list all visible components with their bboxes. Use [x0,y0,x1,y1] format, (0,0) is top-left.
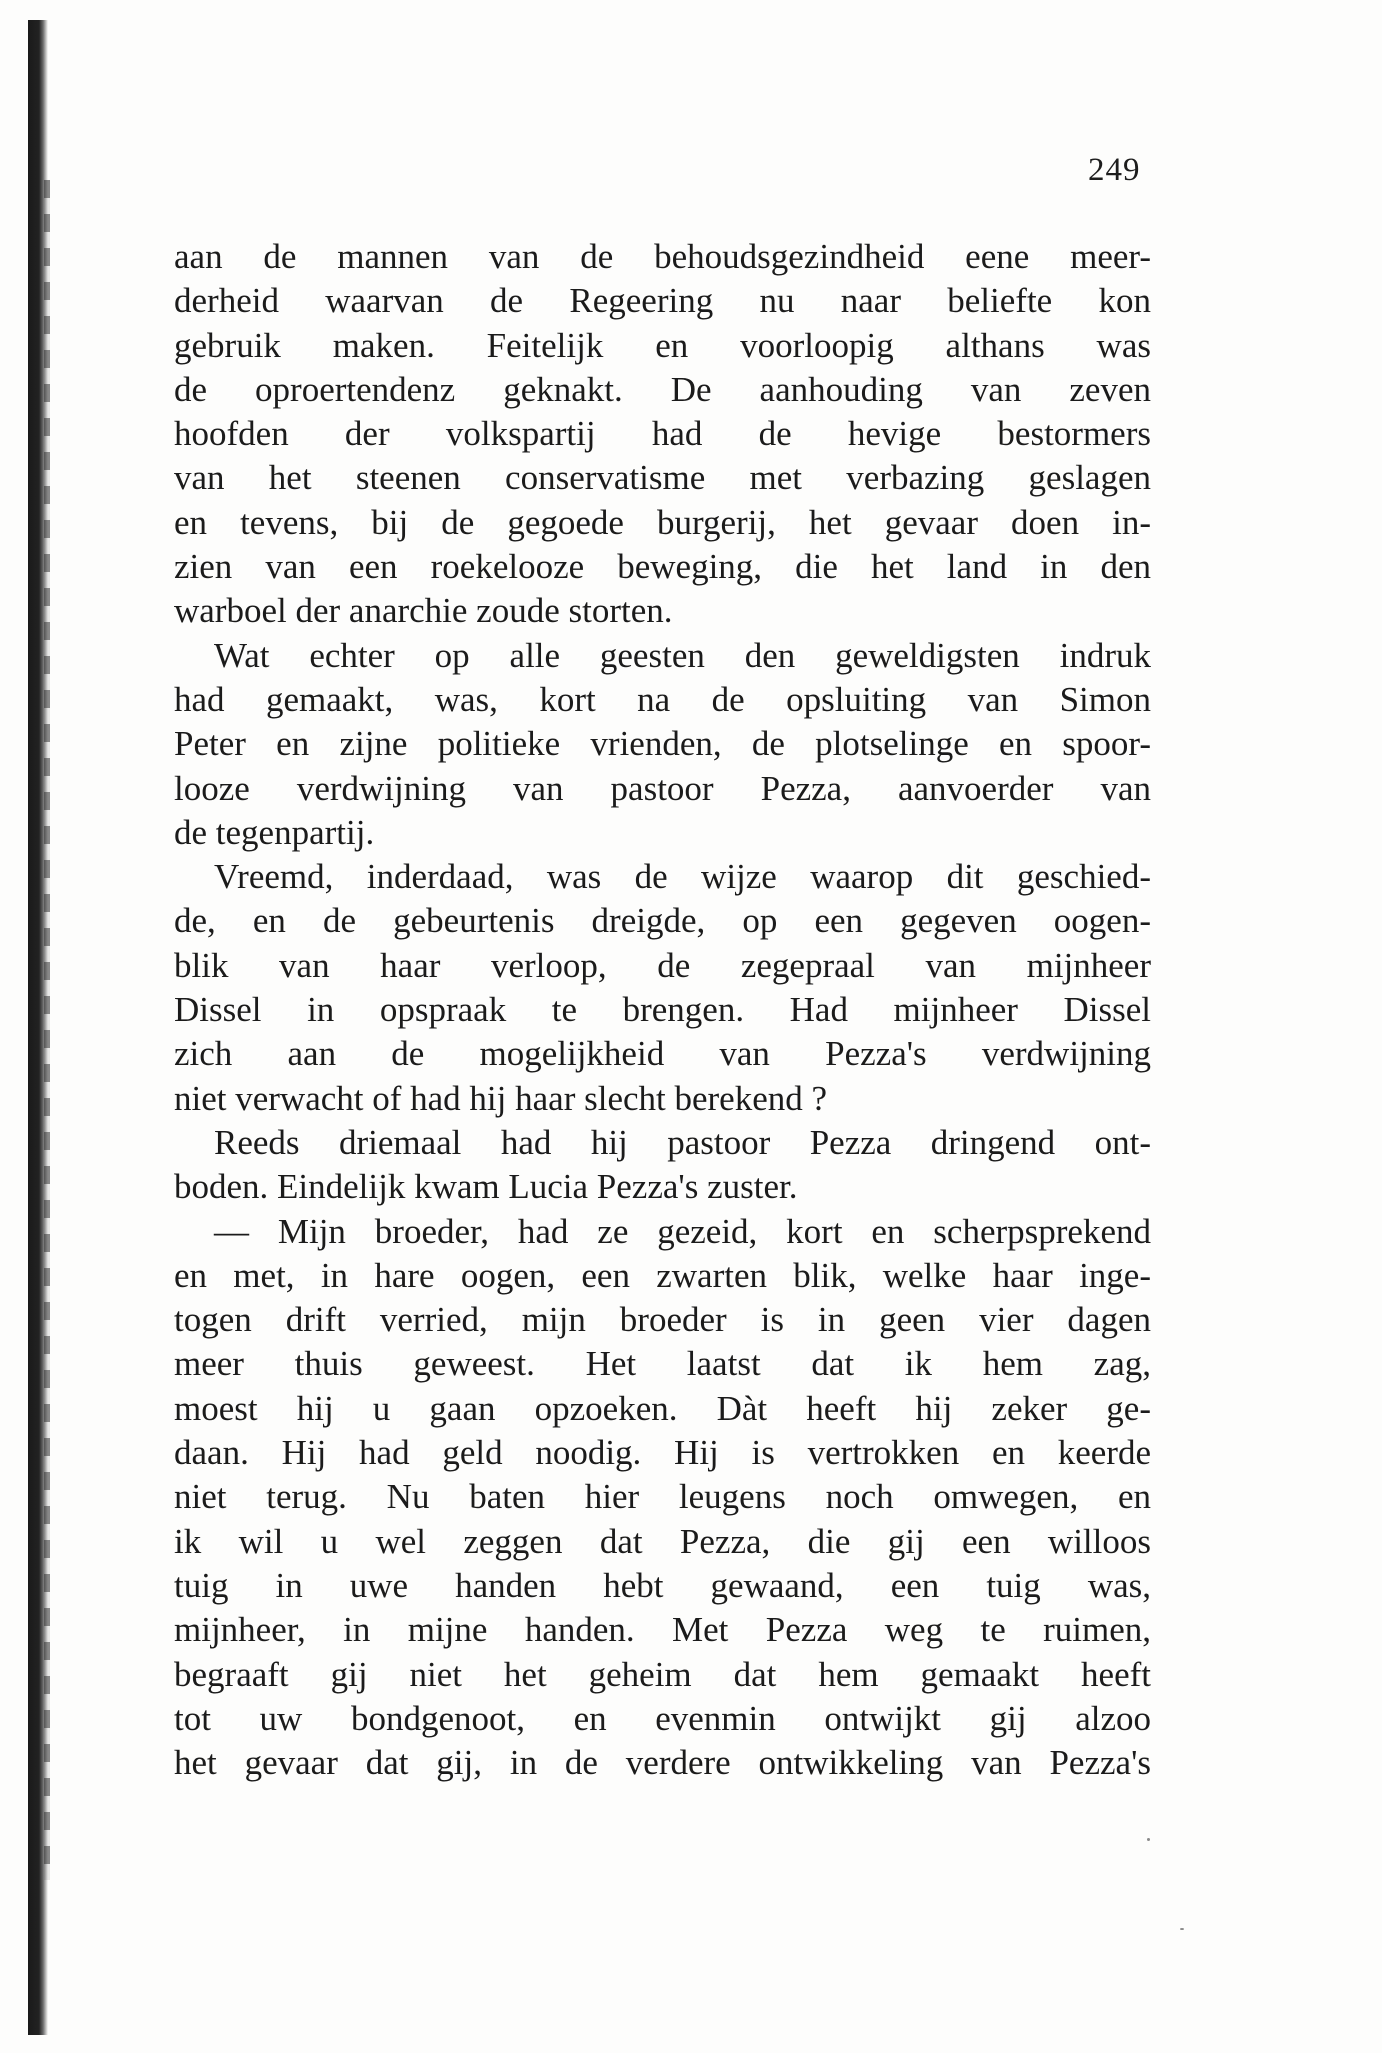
text-line: daan. Hij had geld noodig. Hij is vertrokken en keerde [174,1433,1151,1473]
text-line: — Mijn broeder, had ze gezeid, kort en scherpsprekend [214,1211,1151,1251]
text-line: boden. Eindelijk kwam Lucia Pezza's zuster. [174,1167,798,1207]
text-line: moest hij u gaan opzoeken. Dàt heeft hij zeker ge- [174,1388,1151,1428]
body-text [174,235,1151,1785]
text-line: het gevaar dat gij, in de verdere ontwikkeling van Pezza's [174,1743,1151,1783]
text-line: mijnheer, in mijne handen. Met Pezza weg te ruimen, [174,1610,1151,1650]
text-line: hoofden der volkspartij had de hevige bestormers [174,414,1151,454]
text-line: tot uw bondgenoot, en evenmin ontwijkt gij alzoo [174,1698,1151,1738]
text-line: gebruik maken. Feitelijk en voorloopig althans was [174,325,1151,365]
text-line: zich aan de mogelijkheid van Pezza's verdwijning [174,1034,1151,1074]
text-line: en met, in hare oogen, een zwarten blik, welke haar inge- [174,1255,1151,1295]
text-line: warboel der anarchie zoude storten. [174,591,673,631]
text-line: had gemaakt, was, kort na de opsluiting van Simon [174,679,1151,719]
text-line: en tevens, bij de gegoede burgerij, het gevaar doen in- [174,502,1151,542]
binding-shadow [44,180,50,1880]
text-line: ik wil u wel zeggen dat Pezza, die gij een willoos [174,1521,1151,1561]
page-number: 249 [1088,152,1141,188]
text-line: Vreemd, inderdaad, was de wijze waarop dit geschied- [214,857,1151,897]
text-line: Wat echter op alle geesten den geweldigsten indruk [214,635,1151,675]
text-line: de tegenpartij. [174,812,375,852]
text-line: meer thuis geweest. Het laatst dat ik hem zag, [174,1344,1151,1384]
text-line: begraaft gij niet het geheim dat hem gemaakt heeft [174,1654,1151,1694]
paper-speck [1147,1838,1150,1841]
text-line: aan de mannen van de behoudsgezindheid eene meer- [174,237,1151,276]
text-line: togen drift verried, mijn broeder is in geen vier dagen [174,1300,1151,1340]
text-line: derheid waarvan de Regeering nu naar beliefte kon [174,281,1151,321]
text-line: blik van haar verloop, de zegepraal van mijnheer [174,945,1151,985]
paper-speck [1180,1928,1184,1930]
text-line: Peter en zijne politieke vrienden, de plotselinge en spoor- [174,724,1151,764]
text-line: van het steenen conservatisme met verbazing geslagen [174,458,1151,498]
text-line: zien van een roekelooze beweging, die het land in den [174,547,1151,587]
text-line: looze verdwijning van pastoor Pezza, aanvoerder van [174,768,1151,808]
text-line: niet verwacht of had hij haar slecht berekend ? [174,1078,828,1118]
text-line: de, en de gebeurtenis dreigde, op een gegeven oogen- [174,901,1151,941]
text-line: tuig in uwe handen hebt gewaand, een tuig was, [174,1565,1151,1605]
text-line: de oproertendenz geknakt. De aanhouding van zeven [174,369,1151,409]
text-line: Dissel in opspraak te brengen. Had mijnheer Dissel [174,990,1151,1030]
text-line: Reeds driemaal had hij pastoor Pezza dringend ont- [214,1122,1151,1162]
text-line: niet terug. Nu baten hier leugens noch omwegen, en [174,1477,1151,1517]
